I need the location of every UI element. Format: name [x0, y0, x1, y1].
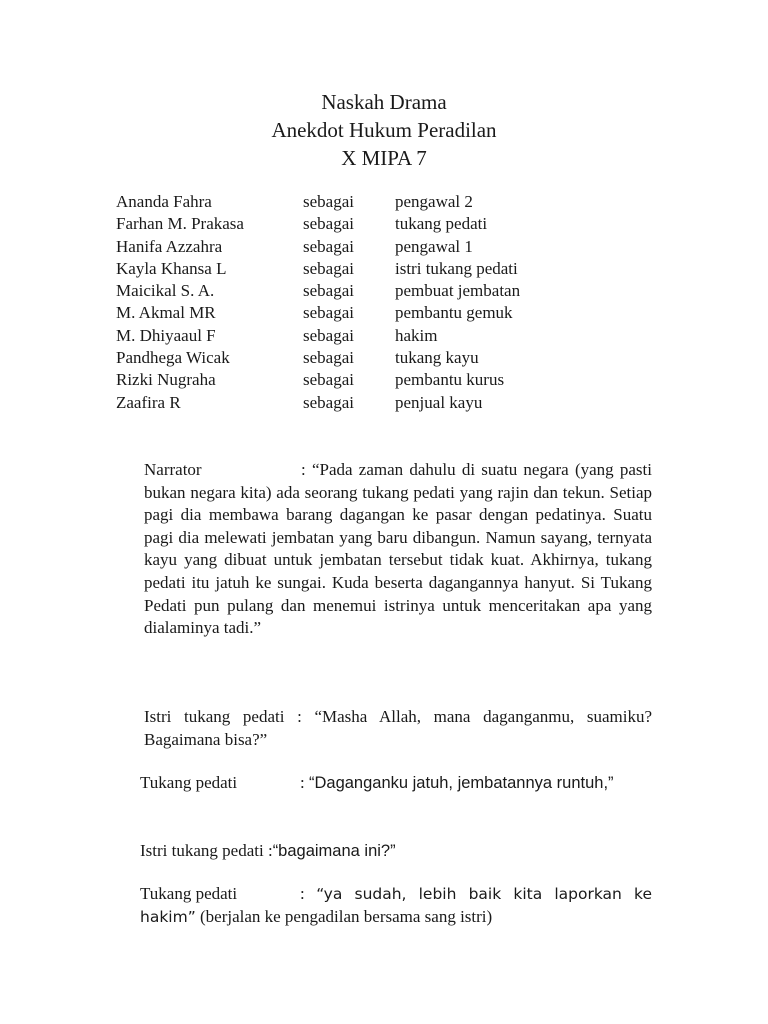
cast-role: penjual kayu — [395, 392, 483, 412]
dialogue-text: “bagaimana ini?” — [272, 842, 396, 860]
title-line-1: Naskah Drama — [321, 90, 447, 114]
cast-name: Zaafira R — [116, 392, 181, 412]
title-line-3: X MIPA 7 — [341, 146, 427, 170]
title-block — [0, 88, 768, 172]
stage-direction: (berjalan ke pengadilan bersama sang istri) — [195, 906, 493, 926]
dialogue-tukang-2 — [140, 883, 652, 928]
cast-role: tukang pedati — [395, 214, 488, 234]
cast-row — [116, 392, 676, 414]
speaker-label: Tukang pedati — [140, 773, 238, 792]
cast-separator: sebagai — [303, 281, 354, 301]
cast-row — [116, 280, 676, 302]
cast-separator: sebagai — [303, 258, 354, 278]
cast-row — [116, 302, 676, 324]
cast-separator: sebagai — [303, 192, 354, 211]
cast-role: pembantu kurus — [395, 370, 505, 390]
dialogue-colon: : — [300, 773, 305, 792]
cast-role: tukang kayu — [395, 348, 479, 368]
dialogue-colon: : — [267, 841, 273, 860]
cast-separator: sebagai — [303, 236, 354, 256]
dialogue-istri-2 — [140, 840, 652, 863]
cast-row — [116, 347, 676, 369]
cast-role: pembuat jembatan — [395, 281, 521, 301]
cast-row — [116, 191, 676, 213]
cast-name: Maicikal S. A. — [116, 281, 215, 301]
speaker-label: Istri tukang pedati — [144, 707, 285, 726]
cast-role: pembantu gemuk — [395, 303, 513, 323]
cast-name: Pandhega Wicak — [116, 348, 230, 368]
cast-row — [116, 213, 676, 235]
dialogue-tukang-1 — [140, 772, 652, 795]
cast-separator: sebagai — [303, 370, 354, 390]
dialogue-narrator — [144, 459, 652, 640]
cast-row — [116, 325, 676, 347]
cast-separator: sebagai — [303, 348, 354, 368]
cast-name: Rizki Nugraha — [116, 370, 216, 390]
speaker-label: Istri tukang pedati — [140, 841, 264, 860]
dialogue-text: “ya sudah, lebih baik kita laporkan ke hakim” — [140, 885, 652, 926]
cast-role: pengawal 1 — [395, 236, 473, 256]
cast-row — [116, 369, 676, 391]
cast-row — [116, 236, 676, 258]
cast-name: M. Dhiyaaul F — [116, 325, 216, 345]
dialogue-text: “Daganganku jatuh, jembatannya runtuh,” — [308, 774, 614, 792]
speaker-label: Tukang pedati — [140, 884, 238, 903]
cast-role: hakim — [395, 325, 438, 345]
cast-role: pengawal 2 — [395, 192, 473, 211]
dialogue-colon: : — [300, 884, 305, 903]
cast-name: Farhan M. Prakasa — [116, 214, 244, 234]
cast-separator: sebagai — [303, 325, 354, 345]
cast-name: Ananda Fahra — [116, 192, 212, 211]
cast-role: istri tukang pedati — [395, 258, 518, 278]
speaker-label: Narrator — [144, 460, 202, 479]
cast-name: Kayla Khansa L — [116, 258, 227, 278]
cast-list — [116, 191, 676, 414]
cast-separator: sebagai — [303, 392, 354, 412]
cast-name: Hanifa Azzahra — [116, 236, 223, 256]
cast-name: M. Akmal MR — [116, 303, 216, 323]
dialogue-text: : “Pada zaman dahulu di suatu negara (yang pasti bukan negara kita) ada seorang tukang pedati yang rajin dan tekun. Setiap pagi dia membawa barang dagangan ke pasar dengan pedatinya. Suatu pagi dia melewati jembatan yang baru dibangun. Namun sayang, ternyata kayu yang dibuat untuk jembatan tersebut tidak kuat. Akhirnya, tukang pedati itu jatuh ke sungai. Kuda beserta dagangannya hanyut. Si Tukang Pedati pun pulang dan menemui istrinya untuk menceritakan apa yang dialaminya tadi.” — [144, 460, 652, 638]
dialogue-text: : “Masha Allah, mana daganganmu, suamiku? Bagaimana bisa?” — [144, 707, 652, 749]
cast-row — [116, 258, 676, 280]
dialogue-istri-1 — [144, 706, 652, 751]
cast-separator: sebagai — [303, 303, 354, 323]
cast-separator: sebagai — [303, 214, 354, 234]
title-line-2: Anekdot Hukum Peradilan — [271, 118, 497, 142]
